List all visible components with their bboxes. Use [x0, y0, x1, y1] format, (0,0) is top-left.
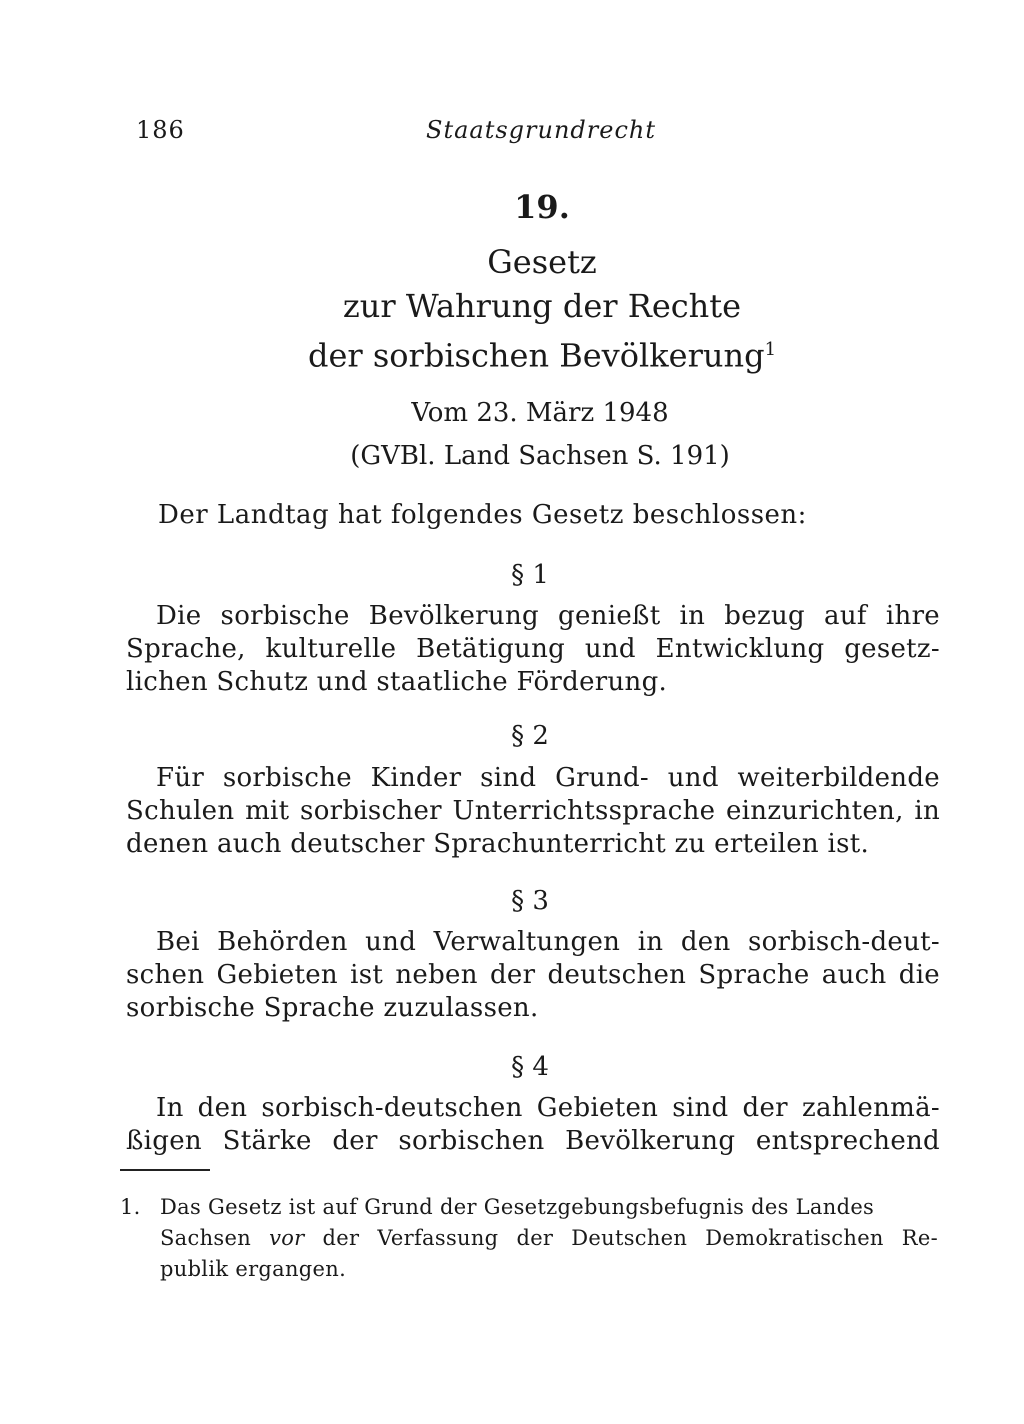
preamble: Der Landtag hat folgendes Gesetz beschlossen:: [158, 500, 807, 530]
law-date-block: [0, 392, 1024, 478]
law-title-line-text: der sorbischen Bevölkerung: [307, 336, 765, 375]
text-line: lichen Schutz und staatliche Förderung.: [126, 667, 668, 697]
footnote-line: [120, 1223, 938, 1254]
footnote-number: 1.: [120, 1195, 141, 1219]
law-number: 19.: [514, 188, 570, 226]
section-mark: § 1: [511, 560, 549, 590]
footnote-text: Das Gesetz ist auf Grund der Gesetzgebungsbefugnis des Landes: [160, 1195, 875, 1219]
running-title: Staatsgrundrecht: [426, 116, 656, 144]
text-line: Bei Behörden und Verwaltungen in den sorbisch-deut-: [156, 927, 940, 957]
section-text: [126, 926, 940, 1025]
footnote-line: publik ergangen.: [160, 1257, 347, 1281]
text-line: Die sorbische Bevölkerung genießt in bezug auf ihre: [156, 601, 940, 631]
footnote-text: Sachsen: [160, 1226, 270, 1250]
footnote-emphasis: vor: [269, 1226, 305, 1250]
law-date: Vom 23. März 1948: [411, 398, 669, 428]
text-line: Sprache, kulturelle Betätigung und Entwicklung gesetz-: [126, 634, 940, 664]
section-text: [126, 600, 940, 699]
law-title: [0, 240, 1024, 378]
footnote-divider: [120, 1169, 210, 1171]
footnote: [120, 1192, 938, 1285]
law-title-line: [0, 328, 1024, 378]
footnote-reference: 1: [764, 339, 777, 360]
footnote-line: [120, 1192, 938, 1223]
law-source: (GVBl. Land Sachsen S. 191): [350, 441, 730, 471]
law-title-line: Gesetz: [487, 243, 597, 281]
text-line: denen auch deutscher Sprachunterricht zu erteilen ist.: [126, 829, 870, 859]
law-title-line: zur Wahrung der Rechte: [342, 287, 742, 325]
section-mark: § 3: [511, 886, 549, 916]
section-text: [126, 762, 940, 861]
section-mark: § 2: [511, 721, 549, 751]
page-header: [136, 116, 656, 156]
section-mark: § 4: [511, 1052, 549, 1082]
text-line: sorbische Sprache zuzulassen.: [126, 993, 539, 1023]
text-line: Schulen mit sorbischer Unterrichtssprache einzurichten, in: [126, 796, 940, 826]
text-line: Für sorbische Kinder sind Grund- und weiterbildende: [156, 763, 940, 793]
footnote-text: der Verfassung der Deutschen Demokratischen Re-: [304, 1226, 939, 1250]
text-line: ßigen Stärke der sorbischen Bevölkerung entsprechend: [126, 1126, 940, 1156]
page-number: 186: [136, 116, 185, 144]
text-line: In den sorbisch-deutschen Gebieten sind der zahlenmä-: [156, 1093, 940, 1123]
text-line: schen Gebieten ist neben der deutschen Sprache auch die: [126, 960, 940, 990]
section-text: [126, 1092, 940, 1158]
